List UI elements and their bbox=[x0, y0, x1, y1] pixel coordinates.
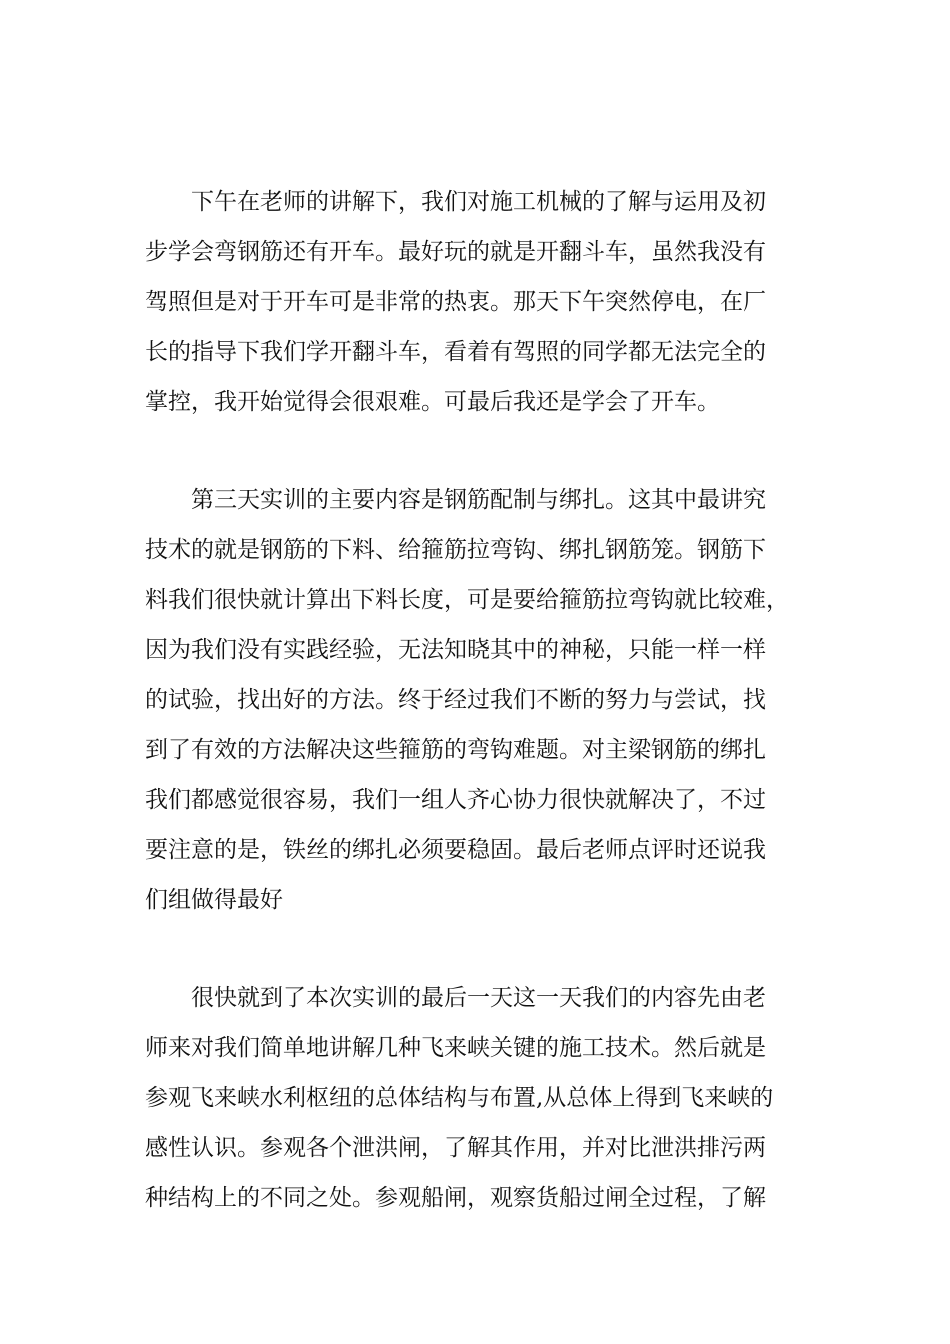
paragraph-line: 长的指导下我们学开翻斗车，看着有驾照的同学都无法完全的 bbox=[145, 339, 766, 365]
paragraph-line: 师来对我们简单地讲解几种飞来峡关键的施工技术。然后就是 bbox=[145, 1035, 766, 1061]
paragraph-line: 因为我们没有实践经验，无法知晓其中的神秘，只能一样一样 bbox=[145, 637, 766, 663]
paragraph-2 bbox=[145, 475, 807, 925]
paragraph-line: 感性认识。参观各个泄洪闸，了解其作用，并对比泄洪排污两 bbox=[145, 1135, 766, 1161]
paragraph-line: 驾照但是对于开车可是非常的热衷。那天下午突然停电，在厂 bbox=[145, 289, 766, 315]
paragraph-line: 我们都感觉很容易，我们一组人齐心协力很快就解决了，不过 bbox=[145, 787, 766, 813]
paragraph-line: 下午在老师的讲解下，我们对施工机械的了解与运用及初 bbox=[191, 189, 766, 215]
paragraph-line: 要注意的是，铁丝的绑扎必须要稳固。最后老师点评时还说我 bbox=[145, 837, 766, 863]
paragraph-line: 参观飞来峡水利枢纽的总体结构与布置,从总体上得到飞来峡的 bbox=[145, 1085, 774, 1111]
paragraph-line: 种结构上的不同之处。参观船闸，观察货船过闸全过程，了解 bbox=[145, 1185, 766, 1211]
paragraph-line: 料我们很快就计算出下料长度，可是要给箍筋拉弯钩就比较难， bbox=[145, 587, 789, 613]
paragraph-line: 掌控，我开始觉得会很艰难。可最后我还是学会了开车。 bbox=[145, 389, 720, 415]
paragraph-line: 们组做得最好 bbox=[145, 887, 283, 913]
paragraph-line: 的试验，找出好的方法。终于经过我们不断的努力与尝试，找 bbox=[145, 687, 766, 713]
paragraph-line: 步学会弯钢筋还有开车。最好玩的就是开翻斗车，虽然我没有 bbox=[145, 239, 766, 265]
paragraph-line: 技术的就是钢筋的下料、给箍筋拉弯钩、绑扎钢筋笼。钢筋下 bbox=[145, 537, 766, 563]
paragraph-line: 第三天实训的主要内容是钢筋配制与绑扎。这其中最讲究 bbox=[191, 487, 766, 513]
paragraph-1 bbox=[145, 177, 807, 427]
paragraph-line: 到了有效的方法解决这些箍筋的弯钩难题。对主梁钢筋的绑扎 bbox=[145, 737, 766, 763]
paragraph-3 bbox=[145, 973, 807, 1223]
paragraph-line: 很快就到了本次实训的最后一天这一天我们的内容先由老 bbox=[191, 985, 766, 1011]
